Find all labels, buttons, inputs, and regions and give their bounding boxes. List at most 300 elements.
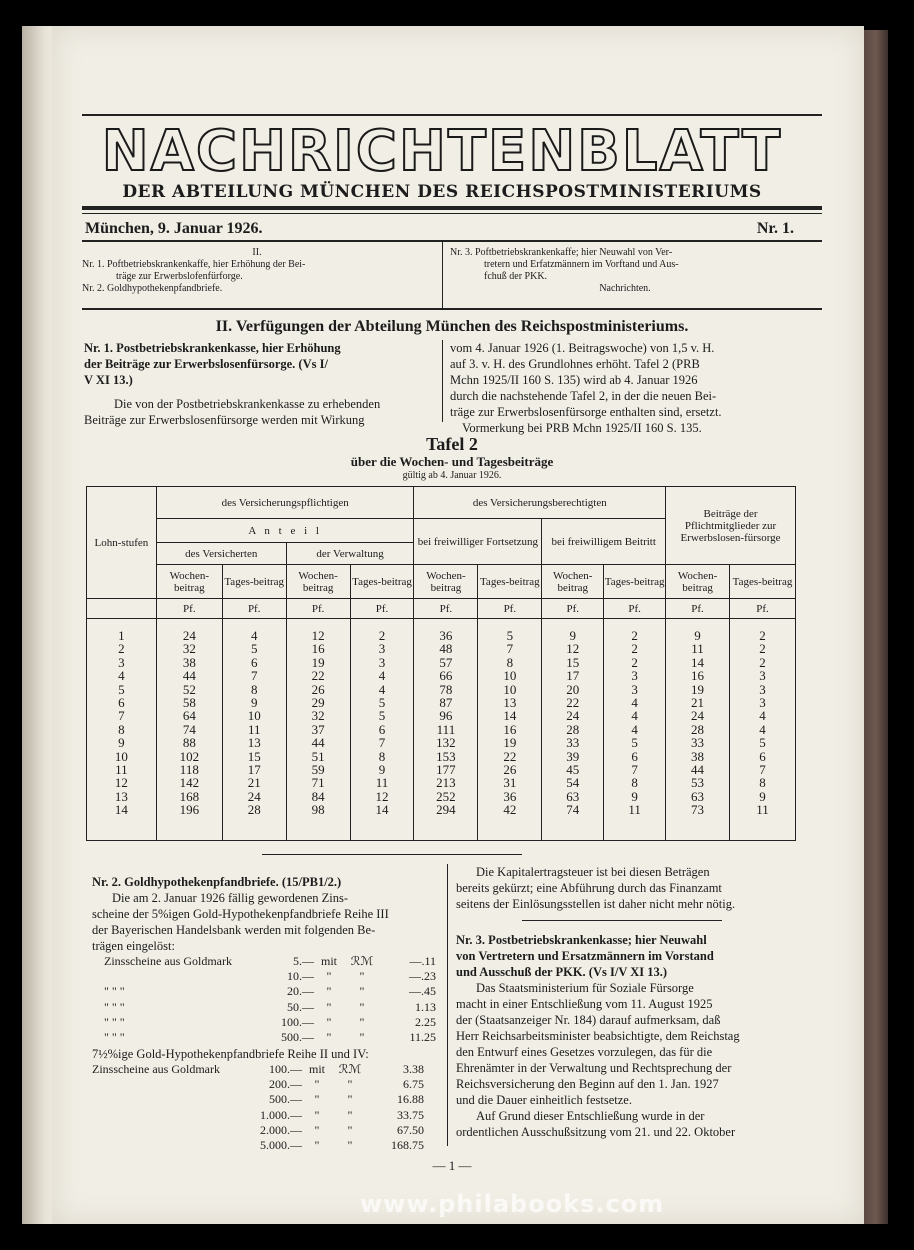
coupon-cell: " [314,1138,320,1153]
header-anteil-label: A n t e i l [248,524,322,537]
coupon-cell: " [347,1138,353,1153]
coupon-cell: " [359,999,365,1014]
toc-left-item: Nr. 2. Goldhypothekenpfandbriefe. [82,283,223,294]
header-wochen: Wochen-beitrag [286,565,350,599]
beitrag-cell: 4 [631,695,638,711]
lohnstufe-cell: 8 [118,721,125,737]
coupon-cell [92,1123,242,1138]
beitrag-cell: 44 [691,762,705,778]
beitrag-cell: 4 [631,708,638,724]
coupon-cell: " [359,984,365,999]
beitrag-cell: 5 [759,735,766,751]
toc-left-heading: II. [252,247,262,258]
beitrag-cell: 5 [378,695,386,711]
header-wochen: Wochen-beitrag [542,565,604,599]
beitrag-cell: 177 [436,762,456,778]
coupon-cell: " [359,1030,365,1045]
watermark-text: www.philabooks.com [360,1190,665,1218]
article-3-body: der (Staatsanzeiger Nr. 184) darauf aufmerksam, daß [456,1013,721,1027]
coupon-cell: " " " [104,984,125,999]
coupon-cell: " [359,1014,365,1029]
beitrag-cell: 21 [691,695,705,711]
beitrag-cell: 11 [628,802,641,818]
article-3-body: und die Dauer einheitlich festsetze. [456,1093,632,1107]
toc-left-item: Nr. 1. Poftbetriebskrankenkaffe, hier Erhöhung der Bei- [82,259,306,270]
coupon-row [92,1092,444,1107]
coupon-row [104,1000,444,1015]
article-2-heading: Nr. 2. Goldhypothekenpfandbriefe. (15/PB1/2.) [92,875,342,889]
value-column [542,619,604,841]
unit-cell: Pf. [156,599,222,619]
stufen-column [87,619,157,841]
lohnstufe-cell: 2 [118,641,125,657]
beitrag-cell: 74 [566,802,580,818]
unit-cell: Pf. [414,599,478,619]
coupon-row [92,1108,444,1123]
beitrag-cell: 32 [182,641,196,657]
top-rule [82,114,822,116]
toc-divider [442,242,443,308]
header-group1-label: des Versicherungspflichtigen [221,496,349,509]
header-tages: Tages-beitrag [604,565,666,599]
beitrag-cell: 9 [378,762,386,778]
coupon-cell: 1.000.— [260,1107,302,1122]
coupon-cell [104,969,254,984]
beitrag-cell: 52 [182,681,196,697]
beitrag-cell: 28 [691,721,705,737]
note-rule [522,920,722,921]
coupon-cell: 2.25 [415,1014,436,1029]
beitrag-cell: 88 [182,735,196,751]
lohnstufe-cell: 4 [118,668,125,684]
masthead-rule [82,206,822,210]
beitrag-cell: 12 [566,641,580,657]
beitrag-cell: 13 [503,695,517,711]
coupon-cell: " [347,1122,353,1137]
coupon-cell: —.45 [409,984,436,999]
beitrag-cell: 17 [247,762,261,778]
tafel-body-row [87,619,796,841]
beitrag-cell: 8 [759,775,766,791]
toc-right-item: Nr. 3. Poftbetriebskrankenkaffe; hier Neuwahl von Ver- [450,247,673,258]
beitrag-cell: 10 [503,668,517,684]
lohnstufe-cell: 3 [118,654,125,670]
value-column [730,619,796,841]
unit-cell: Pf. [666,599,730,619]
beitrag-cell: 12 [311,628,325,643]
beitrag-cell: 78 [439,681,453,697]
lohnstufe-cell: 11 [115,762,128,778]
beitrag-cell: 53 [691,775,705,791]
beitrag-cell: 19 [311,654,325,670]
beitrag-cell: 13 [247,735,261,751]
note-line: bereits gekürzt; eine Abführung durch das Finanzamt [456,881,722,895]
article-3 [456,932,798,1140]
header-stufen [87,487,157,599]
lohnstufe-cell: 13 [114,788,128,804]
lohnstufe-cell: 6 [118,695,125,711]
coupon-cell: 168.75 [391,1138,424,1153]
header-tages: Tages-beitrag [730,565,796,599]
article-1-heading: Nr. 1. Postbetriebskrankenkasse, hier Erhöhung [84,341,341,355]
value-column [478,619,542,841]
article-3-body: macht in einer Entschließung vom 11. August 1925 [456,997,713,1011]
tafel-validity: gültig ab 4. Januar 1926. [402,470,502,481]
header-verwaltung [286,543,414,565]
coupon-cell: " [326,1030,332,1045]
coupon-row [92,1062,444,1077]
beitrag-cell: 96 [439,708,453,724]
beitrag-cell: 15 [566,654,580,670]
article-2-body: trägen eingelöst: [92,939,175,953]
header-unit-row [87,599,796,619]
header-tages: Tages-beitrag [478,565,542,599]
toc-bottom-rule [82,308,822,310]
toc-top-rule [82,240,822,242]
beitrag-cell: 7 [759,762,766,778]
beitrag-cell: 21 [247,775,261,791]
beitrag-cell: 111 [436,721,456,737]
coupon-cell: 100.— [269,1062,302,1076]
beitrag-cell: 64 [182,708,196,724]
beitrag-cell: 4 [378,681,386,697]
toc-right-item: fchuß der PKK. [484,271,548,282]
article-1-body: Vormerkung bei PRB Mchn 1925/II 160 S. 135. [462,421,702,435]
article-2-note [456,864,798,912]
coupon-cell: 33.75 [397,1107,424,1122]
value-column [350,619,414,841]
beitrag-cell: 6 [631,748,638,764]
book-edge [864,30,888,1224]
coupon-cell: 2.000.— [260,1122,302,1137]
coupon-row [92,1138,444,1153]
article-2-body: der Bayerischen Handelsbank werden mit folgenden Be- [92,923,376,937]
beitrag-cell: 132 [436,735,456,751]
beitrag-cell: 294 [436,802,456,818]
toc-left-item: träge zur Erwerbslofenfürforge. [116,271,243,282]
header-fort-label: bei freiwilliger Fortsetzung [417,535,539,548]
beitrag-cell: 3 [759,668,766,684]
beitrag-cell: 19 [503,735,517,751]
dateline: München, 9. Januar 1926. [85,220,263,237]
coupon-cell: " [326,969,332,984]
beitrag-cell: 9 [694,628,701,643]
header-pflichtmitglieder [666,487,796,565]
beitrag-cell: 84 [311,788,325,804]
article-1-body: vom 4. Januar 1926 (1. Beitragswoche) von 1,5 v. H. [450,341,715,355]
beitrag-cell: 7 [250,668,258,684]
article-2-body: Die am 2. Januar 1926 fällig gewordenen Zins- [112,891,349,905]
beitrag-cell: 11 [756,802,769,818]
article-1-body: Mchn 1925/II 160 S. 135) wird ab 4. Januar 1926 [450,373,698,387]
article-1-left [84,340,434,428]
coupon-cell: " [314,1107,320,1122]
beitrag-cell: 14 [503,708,517,724]
lohnstufe-cell: 7 [118,708,125,724]
beitrag-cell: 9 [759,788,766,804]
beitrag-cell: 63 [566,788,580,804]
beitrag-cell: 11 [247,721,261,737]
beitrag-cell: 4 [759,708,766,724]
unit-cell: Pf. [350,599,414,619]
beitrag-cell: 36 [439,628,453,643]
value-column [604,619,666,841]
beitrag-cell: 45 [566,762,580,778]
coupon-row [104,984,444,999]
beitrag-cell: 32 [311,708,325,724]
beitrag-cell: 6 [759,748,766,764]
coupon-cell: 5.000.— [260,1138,302,1153]
beitrag-cell: 29 [311,695,325,711]
article-3-body: Ehrenämter in der Verwaltung und Rechtsprechung der [456,1061,732,1075]
beitrag-cell: 102 [179,748,200,764]
coupon-cell: 6.75 [403,1077,424,1092]
coupon-row [92,1123,444,1138]
newspaper-page [52,26,864,1224]
tafel-subtitle: über die Wochen- und Tagesbeiträge [350,454,554,469]
beitrag-cell: 9 [569,628,576,643]
coupon-row [104,954,444,969]
header-wochen: Wochen-beitrag [666,565,730,599]
beitrag-cell: 22 [311,668,325,684]
coupon-cell: mit [320,954,337,968]
beitrag-cell: 24 [247,788,261,804]
coupon-row [104,1015,444,1030]
article-2 [92,874,437,954]
article-3-body: ordentlichen Ausschußsitzung vom 21. und 22. Oktober [456,1125,736,1139]
beitrag-cell: 57 [439,654,453,670]
beitrag-cell: 24 [691,708,705,724]
article-1-body: Die von der Postbetriebskrankenkasse zu erhebenden [114,397,381,411]
coupon-cell: 16.88 [397,1092,424,1107]
article-1-body: träge zur Erwerbslosenfürsorge enthalten sind, ersetzt. [450,405,722,419]
beitrag-cell: 24 [566,708,580,724]
lohnstufe-cell: 10 [114,748,128,764]
header-freiwillig-fortsetzung [414,519,542,565]
beitrag-cell: 2 [631,654,638,670]
coupon-cell: ℛℳ [350,954,374,968]
coupon-cell: —.23 [409,969,436,984]
beitrag-cell: 3 [631,668,638,684]
header-freiwillig-beitritt [542,519,666,565]
coupon-cell: " " " [104,1030,125,1045]
beitrag-cell: 33 [691,735,705,751]
toc-right-item: tretern und Erfatzmännern im Vorftand und Aus- [484,259,679,270]
header-versicherten-label: des Versicherten [185,547,258,560]
beitrag-cell: 7 [378,735,386,751]
beitrag-cell: 6 [250,654,258,670]
beitrag-cell: 22 [566,695,580,711]
beitrag-cell: 5 [506,628,514,643]
article-1-heading: V XI 13.) [84,373,133,387]
beitrag-cell: 36 [503,788,517,804]
header-versicherten [156,543,286,565]
beitrag-cell: 4 [759,721,766,737]
coupon-cell: mit [308,1062,325,1076]
beitrag-cell: 87 [439,695,453,711]
value-column [222,619,286,841]
header-group2-label: des Versicherungsberechtigten [472,496,607,509]
article-1-right [450,340,795,436]
beitrag-cell: 48 [439,641,453,657]
note-line: seitens der Einlösungsstellen ist daher nicht mehr nötig. [456,897,736,911]
section-title: II. Verfügungen der Abteilung München des Reichspostministeriums. [215,318,689,335]
coupon-cell: 100.— [281,1014,314,1029]
beitrag-cell: 8 [506,654,514,670]
coupon-cell: " " " [104,1014,125,1029]
coupon-row [104,1030,444,1045]
coupon-cell: 1.13 [415,999,436,1014]
beitrag-cell: 3 [378,654,386,670]
beitrag-cell: 26 [311,681,325,697]
beitrag-cell: 9 [250,695,258,711]
coupon-cell: 3.38 [403,1062,424,1076]
coupon-cell: " [326,999,332,1014]
coupon-cell: 50.— [287,999,314,1014]
unit-cell [87,599,157,619]
beitrag-cell: 16 [503,721,517,737]
article-1-body: durch die nachstehende Tafel 2, in der die neuen Bei- [450,389,717,403]
beitrag-cell: 38 [691,748,705,764]
beitrag-cell: 6 [378,721,386,737]
beitrag-cell: 7 [506,641,514,657]
beitrag-cell: 12 [375,788,389,804]
header-tages: Tages-beitrag [350,565,414,599]
page-number: — 1 — [432,1158,472,1173]
beitrag-cell: 4 [378,668,386,684]
coupon-cell: " [359,969,365,984]
beitrag-cell: 5 [631,735,638,751]
coupon-cell: ℛℳ [338,1062,362,1076]
article-3-body: den Entwurf eines Gesetzes vorzulegen, das für die [456,1045,713,1059]
beitrag-cell: 22 [503,748,517,764]
beitrag-cell: 16 [691,668,705,684]
beitrag-cell: 63 [691,788,705,804]
coupon-row [92,1077,444,1092]
separator-rule [262,854,522,855]
beitrag-cell: 3 [759,695,766,711]
coupon-cell [92,1092,242,1107]
article-2-body: scheine der 5%igen Gold-Hypothekenpfandbriefe Reihe III [92,907,389,921]
coupon-row [104,969,444,984]
beitrag-cell: 118 [179,762,199,778]
coupon-cell: " [314,1122,320,1137]
beitrag-cell: 252 [436,788,456,804]
masthead-subtitle: DER ABTEILUNG MÜNCHEN DES REICHSPOSTMINISTERIUMS [122,182,762,202]
value-column [414,619,478,841]
column-divider-lower [447,864,448,1146]
unit-cell: Pf. [604,599,666,619]
beitrag-cell: 16 [311,641,325,657]
beitrag-cell: 26 [503,762,517,778]
lohnstufe-cell: 9 [118,735,125,751]
value-column [156,619,222,841]
beitrag-cell: 44 [182,668,196,684]
coupon-cell: " [347,1107,353,1122]
beitrag-cell: 44 [311,735,325,751]
beitrag-cell: 15 [247,748,261,764]
value-column [666,619,730,841]
beitrag-cell: 7 [631,762,638,778]
beitrag-cell: 3 [759,681,766,697]
bond-table-a [104,954,444,1045]
beitrag-cell: 58 [182,695,196,711]
lohnstufe-cell: 12 [114,775,128,791]
column-divider [442,340,443,422]
article-3-heading: Nr. 3. Postbetriebskrankenkasse; hier Neuwahl [456,933,707,947]
beitrag-cell: 14 [375,802,389,818]
beitrag-cell: 4 [631,721,638,737]
coupon-cell: " [347,1077,353,1092]
value-column [286,619,350,841]
lohnstufe-cell: 14 [114,802,128,818]
beitrag-cell: 168 [179,788,200,804]
beitrag-cell: 5 [378,708,386,724]
unit-cell: Pf. [730,599,796,619]
header-wochen: Wochen-beitrag [156,565,222,599]
beitrag-cell: 39 [566,748,580,764]
article-3-body: Herr Reichsarbeitsminister beabsichtigte, dem Reichstag [456,1029,740,1043]
article-3-body: Das Staatsministerium für Soziale Fürsorge [476,981,694,995]
bond-mid-line: 7½%ige Gold-Hypothekenpfandbriefe Reihe II und IV: [92,1047,369,1061]
coupon-cell: " [326,1014,332,1029]
toc-right-footer: Nachrichten. [599,283,651,294]
beitrag-cell: 8 [378,748,386,764]
coupon-cell: 5.— [293,954,314,968]
coupon-cell: —.11 [409,954,436,968]
beitrag-cell: 213 [436,775,456,791]
beitrag-cell: 42 [503,802,517,818]
coupon-cell [92,1138,242,1153]
coupon-cell: " " " [104,999,125,1014]
note-line: Die Kapitalertragsteuer ist bei diesen Beträgen [476,865,710,879]
beitrag-cell: 11 [375,775,389,791]
header-wochen: Wochen-beitrag [414,565,478,599]
article-3-body: Reichsversicherung den Beginn auf den 1. Jan. 1927 [456,1077,719,1091]
coupon-cell: 500.— [281,1030,314,1045]
coupon-cell: " [314,1077,320,1092]
masthead-title: NACHRICHTENBLATT [101,119,783,184]
article-3-heading: und Ausschuß der PKK. (Vs I/V XI 13.) [456,965,668,979]
beitrag-cell: 2 [759,628,766,643]
header-stufen-label: Lohn-stufen [94,536,149,549]
beitrag-cell: 28 [247,802,261,818]
beitrag-cell: 3 [631,681,638,697]
beitrag-cell: 73 [691,802,705,818]
beitrag-cell: 17 [566,668,580,684]
header-anteil [156,519,414,543]
unit-cell: Pf. [286,599,350,619]
coupon-cell [92,1108,242,1123]
coupon-cell: Zinsscheine aus Goldmark [104,954,232,968]
beitrag-cell: 142 [179,775,200,791]
beitrag-cell: 196 [179,802,200,818]
beitrag-cell: 4 [250,628,258,643]
beitrag-cell: 9 [631,788,638,804]
header-verwaltung-label: der Verwaltung [316,547,384,560]
toc-right [450,247,800,295]
header-beitrag-row [87,565,796,599]
lohnstufe-cell: 5 [118,681,125,697]
beitrag-cell: 14 [691,654,705,670]
lohnstufe-cell: 1 [118,628,125,643]
beitrag-cell: 5 [250,641,258,657]
beitrag-cell: 74 [182,721,196,737]
coupon-cell: 67.50 [397,1122,424,1137]
beitrag-cell: 38 [182,654,196,670]
beitrag-cell: 20 [566,681,580,697]
tafel-table [86,486,796,841]
